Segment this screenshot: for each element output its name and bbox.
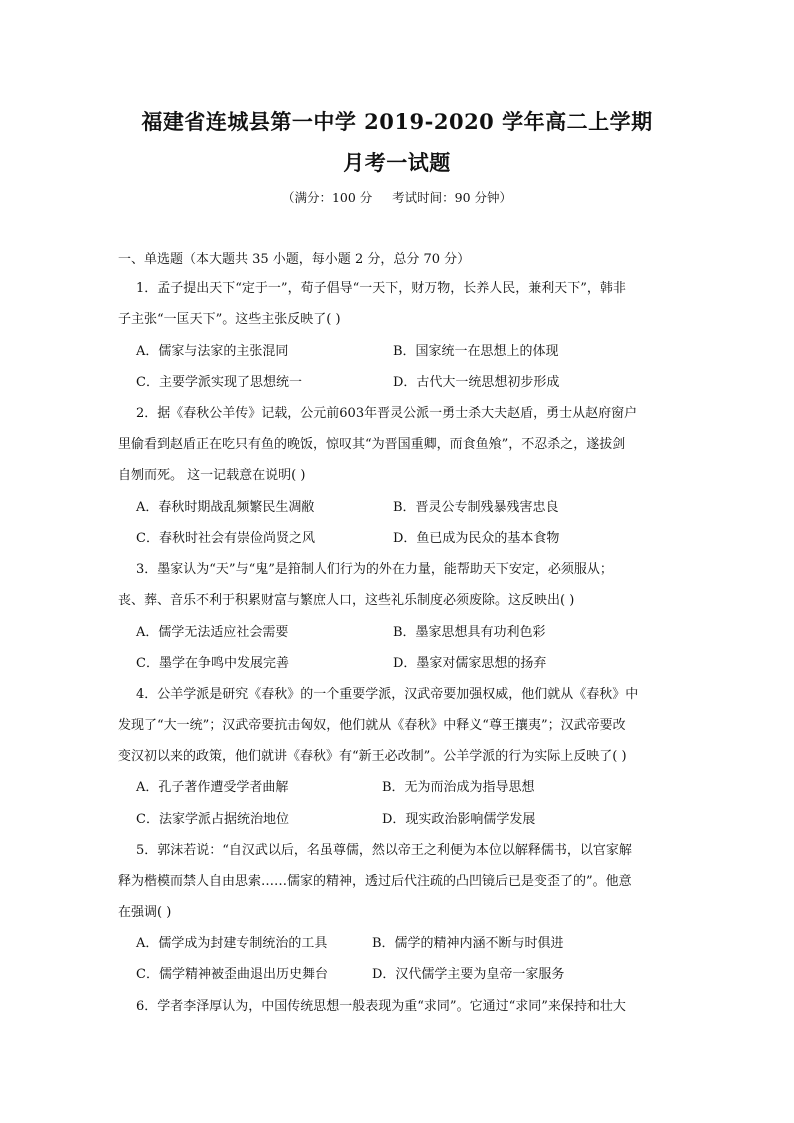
question-6-line-1: 6．学者李泽厚认为，中国传统思想一般表现为重“求同”。它通过“求同”来保持和壮大	[136, 999, 626, 1014]
question-2-option-b: B．晋灵公专制残暴残害忠良	[393, 500, 559, 515]
question-2-option-d: D．鱼已成为民众的基本食物	[393, 531, 560, 546]
question-1-line-1: 1．孟子提出天下“定于一”，荀子倡导“一天下，财万物，长养人民，兼利天下”，韩非	[136, 281, 626, 296]
question-1-option-b: B．国家统一在思想上的体现	[393, 344, 559, 359]
question-2-line-3: 自刎而死。 这一记载意在说明( )	[118, 468, 306, 483]
question-4-option-a: A．孔子著作遭受学者曲解	[136, 780, 289, 795]
question-5-option-d: D．汉代儒学主要为皇帝一家服务	[372, 967, 565, 982]
question-5-option-c: C．儒学精神被歪曲退出历史舞台	[136, 967, 328, 982]
question-3-line-1: 3．墨家认为“天”与“鬼”是箝制人们行为的外在力量，能帮助天下安定，必须服从；	[136, 562, 613, 577]
question-5-option-a: A．儒学成为封建专制统治的工具	[136, 936, 328, 951]
document-title-line2: 月考一试题	[343, 150, 451, 175]
question-1-line-2: 子主张“一匡天下”。这些主张反映了( )	[118, 312, 341, 327]
question-2-option-a: A．春秋时期战乱频繁民生凋敝	[136, 500, 315, 515]
question-5-line-1: 5．郭沫若说：“自汉武以后，名虽尊儒，然以帝王之利便为本位以解释儒书，以官家解	[136, 843, 632, 858]
question-3-line-2: 丧、葬、音乐不利于积累财富与繁庶人口，这些礼乐制度必须废除。这反映出( )	[118, 593, 575, 608]
question-4-line-1: 4．公羊学派是研究《春秋》的一个重要学派，汉武帝要加强权威，他们就从《春秋》中	[136, 687, 639, 702]
question-3-option-c: C．墨学在争鸣中发展完善	[136, 656, 289, 671]
question-1-option-d: D．古代大一统思想初步形成	[393, 375, 560, 390]
question-5-line-2: 释为楷模而禁人自由思索……儒家的精神，透过后代注疏的凸凹镜后已是变歪了的”。他意	[118, 874, 632, 889]
question-3-option-a: A．儒学无法适应社会需要	[136, 625, 289, 640]
question-5-option-b: B．儒学的精神内涵不断与时俱进	[372, 936, 564, 951]
question-4-option-c: C．法家学派占据统治地位	[136, 812, 289, 827]
exam-info: （满分：100 分 考试时间：90 分钟）	[281, 190, 513, 205]
question-4-option-b: B．无为而治成为指导思想	[382, 780, 535, 795]
question-2-line-2: 里偷看到赵盾正在吃只有鱼的晚饭，惊叹其“为晋国重卿，而食鱼飧”，不忍杀之，遂拔剑	[118, 437, 626, 452]
question-5-line-3: 在强调( )	[118, 905, 172, 920]
question-1-option-c: C．主要学派实现了思想统一	[136, 375, 302, 390]
question-4-line-3: 变汉初以来的政策，他们就讲《春秋》有“新王必改制”。公羊学派的行为实际上反映了( )	[118, 749, 627, 764]
document-title-line1: 福建省连城县第一中学 2019-2020 学年高二上学期	[141, 109, 653, 134]
question-1-option-a: A．儒家与法家的主张混同	[136, 344, 289, 359]
question-2-option-c: C．春秋时社会有崇俭尚贤之风	[136, 531, 315, 546]
question-3-option-d: D．墨家对儒家思想的扬弃	[393, 656, 547, 671]
question-2-line-1: 2．据《春秋公羊传》记载，公元前603年晋灵公派一勇士杀大夫赵盾，勇士从赵府窗户	[136, 406, 638, 421]
question-4-option-d: D．现实政治影响儒学发展	[382, 812, 536, 827]
question-3-option-b: B．墨家思想具有功利色彩	[393, 625, 546, 640]
question-4-line-2: 发现了“大一统”；汉武帝要抗击匈奴，他们就从《春秋》中释义“尊王攘夷”；汉武帝要改	[118, 718, 626, 733]
section-heading: 一、单选题（本大题共 35 小题，每小题 2 分，总分 70 分）	[118, 252, 471, 267]
